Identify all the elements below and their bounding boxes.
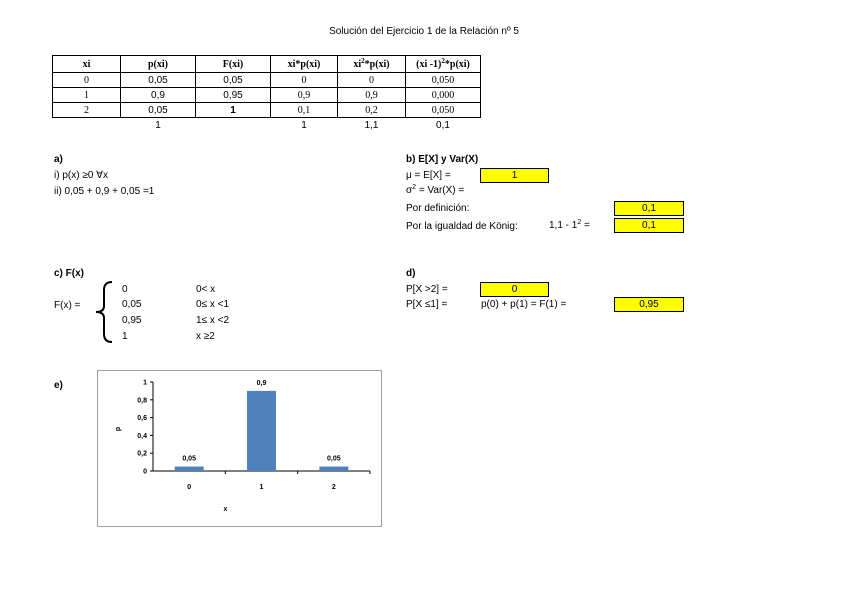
header-xi: xi (53, 56, 121, 73)
section-a-heading: a) (54, 154, 63, 165)
bar (175, 467, 204, 471)
piece-value: 1 (122, 331, 128, 342)
table-cell: 0,1 (271, 103, 338, 118)
konig-expression: $1,1 - 1^2$ = (549, 219, 590, 231)
data-label: 0,05 (182, 455, 196, 463)
table-cell: 0,05 (121, 73, 196, 88)
piece-condition: 0< x (196, 284, 216, 295)
p-gt-2-value-cell: 0 (480, 282, 549, 297)
table-cell: 1 (196, 103, 271, 118)
table-total: 1 (301, 119, 307, 131)
y-tick-label: 1 (143, 379, 147, 387)
table-cell: 0,050 (406, 103, 481, 118)
page-title: Solución del Ejercicio 1 de la Relación nº 5 (329, 26, 519, 37)
bar (319, 467, 348, 471)
y-tick-label: 0,2 (137, 450, 147, 458)
table-total (196, 118, 271, 133)
y-tick-label: 0,8 (137, 397, 147, 405)
table-total: 1 (155, 119, 161, 131)
header-var: (xi -1)$^2$*p(xi) (406, 56, 481, 73)
header-xi2p: $xi^2*p(xi)$ (338, 56, 406, 73)
table-total: 1,1 (364, 119, 379, 131)
table-cell: 0,95 (196, 88, 271, 103)
x-tick-label: 0 (187, 484, 192, 491)
table-cell: 0,05 (196, 73, 271, 88)
section-c-heading: c) F(x) (54, 268, 84, 279)
sigma-label: $\sigma^2 = Var(X)$ = (406, 184, 465, 196)
left-brace-icon (92, 280, 114, 344)
header-p: p(xi) (121, 56, 196, 73)
table-cell: 0 (271, 73, 338, 88)
piece-value: 0,05 (122, 299, 142, 310)
table-row (53, 73, 481, 88)
konig-value-cell: 0,1 (614, 218, 684, 233)
distribution-table (52, 55, 481, 132)
table-row (53, 103, 481, 118)
x-tick-label: 2 (331, 484, 336, 491)
bar-chart-plot (98, 371, 381, 526)
y-tick-label: 0,6 (137, 415, 147, 423)
header-xip: xi*p(xi) (271, 56, 338, 73)
table-cell: 2 (53, 103, 121, 118)
section-a-line2: ii) 0,05 + 0,9 + 0,05 =1 (54, 186, 155, 197)
table-cell: 0,9 (338, 88, 406, 103)
header-F: F(xi) (196, 56, 271, 73)
definition-label: Por definición: (406, 203, 470, 214)
data-label: 0,9 (256, 379, 267, 387)
piece-condition: 0≤ x <1 (196, 299, 230, 310)
piece-value: 0 (122, 284, 128, 295)
x-axis-label: x (223, 506, 228, 513)
konig-label: Por la igualdad de König: (406, 221, 518, 232)
table-cell: 0 (338, 73, 406, 88)
section-a-line1: i) p(x) ≥0 ∀x (54, 170, 108, 181)
fx-label: F(x) = (54, 300, 81, 311)
table-cell: 0,000 (406, 88, 481, 103)
p-le-1-value-cell: 0,95 (614, 297, 684, 312)
definition-value-cell: 0,1 (614, 201, 684, 216)
piece-condition: 1≤ x <2 (196, 315, 230, 326)
table-cell: 0,9 (271, 88, 338, 103)
p-le-1-label: P[X ≤1] = (406, 299, 448, 310)
x-tick-label: 1 (259, 484, 264, 491)
piece-condition: x ≥2 (196, 331, 215, 342)
data-label: 0,05 (327, 455, 341, 463)
p-gt-2-label: P[X >2] = (406, 284, 448, 295)
table-totals-row (53, 118, 481, 133)
section-d-heading: d) (406, 268, 416, 279)
p-le-1-expression: p(0) + p(1) = F(1) = (481, 299, 567, 310)
table-cell: 0,050 (406, 73, 481, 88)
table-header-row (53, 56, 481, 73)
section-b-heading: b) E[X] y Var(X) (406, 154, 479, 165)
y-axis-label: p (115, 426, 122, 432)
table-row (53, 88, 481, 103)
bar (247, 391, 276, 471)
probability-chart (97, 370, 382, 527)
table-cell: 0,05 (121, 103, 196, 118)
table-total: 0,1 (436, 119, 450, 131)
y-tick-label: 0 (143, 468, 147, 476)
y-tick-label: 0,4 (137, 432, 147, 440)
table-cell: 1 (53, 88, 121, 103)
table-total (53, 118, 121, 133)
mu-label: μ = E[X] = (406, 170, 451, 181)
mu-value-cell: 1 (480, 168, 549, 183)
table-cell: 0 (53, 73, 121, 88)
table-cell: 0,9 (121, 88, 196, 103)
piece-value: 0,95 (122, 315, 142, 326)
section-e-heading: e) (54, 380, 63, 391)
table-cell: 0,2 (338, 103, 406, 118)
